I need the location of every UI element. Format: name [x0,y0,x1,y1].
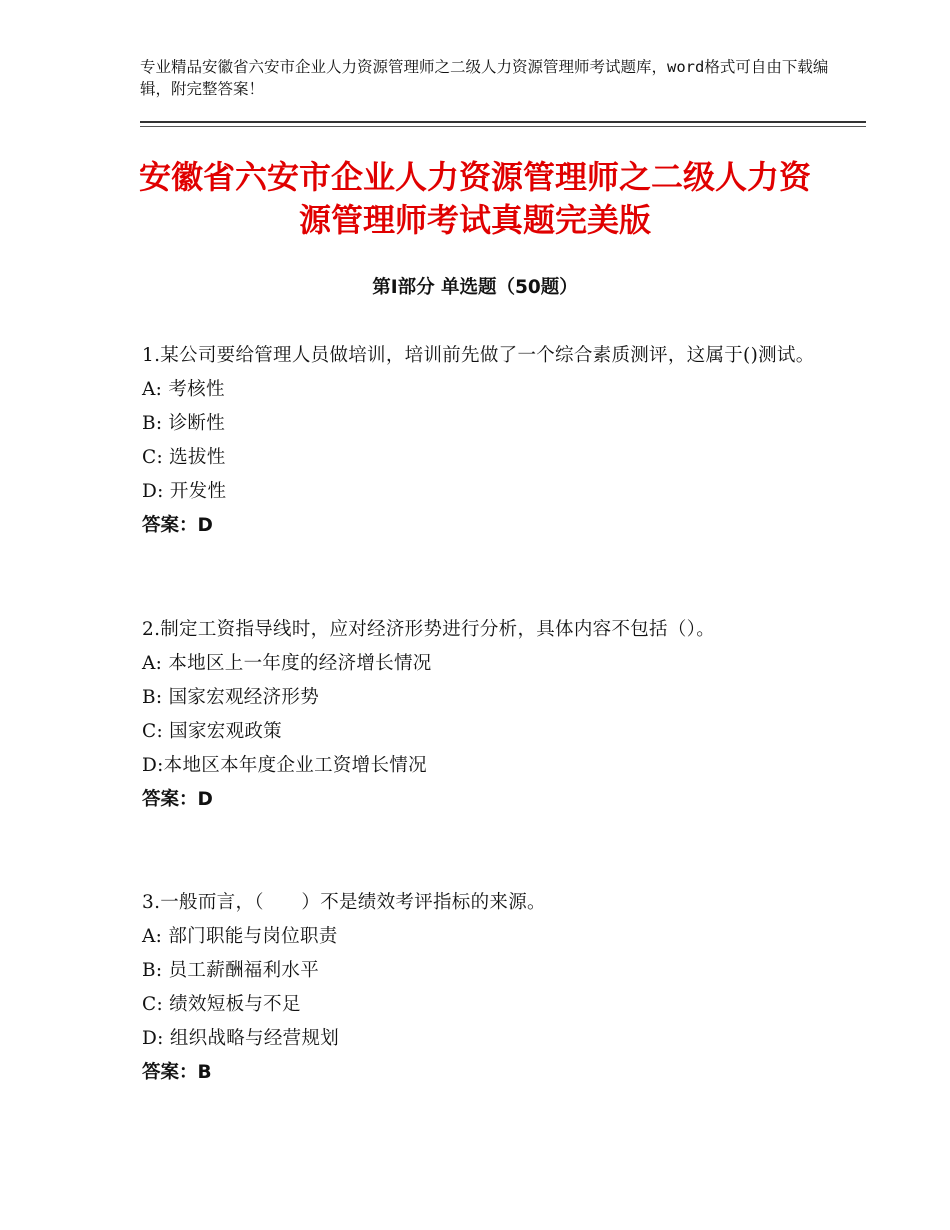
question-stem: 2.制定工资指导线时，应对经济形势进行分析，具体内容不包括（）。 [142,619,716,640]
header-rule-thin [140,126,866,127]
answer: 答案：B [142,1062,212,1083]
question-3 [142,886,822,1090]
question-stem: 1.某公司要给管理人员做培训，培训前先做了一个综合素质测评，这属于()测试。 [142,345,815,366]
option-d: D: 开发性 [142,481,227,502]
header-note: 专业精品安徽省六安市企业人力资源管理师之二级人力资源管理师考试题库，word格式可自由下载编辑，附完整答案！ [140,58,829,98]
option-c: C: 绩效短板与不足 [142,994,301,1015]
option-d: D: 组织战略与经营规划 [142,1028,340,1049]
question-1 [142,339,822,543]
answer: 答案：D [142,515,213,536]
option-b: B: 诊断性 [142,413,226,434]
header-rule-thick [140,121,866,123]
question-stem: 3.一般而言，（ ）不是绩效考评指标的来源。 [142,892,546,913]
option-a: A: 本地区上一年度的经济增长情况 [142,653,432,674]
answer: 答案：D [142,789,213,810]
option-a: A: 考核性 [142,379,225,400]
option-c: C: 选拔性 [142,447,226,468]
option-b: B: 国家宏观经济形势 [142,687,320,708]
option-b: B: 员工薪酬福利水平 [142,960,320,981]
option-a: A: 部门职能与岗位职责 [142,926,338,947]
question-2 [142,613,822,817]
option-c: C: 国家宏观政策 [142,721,282,742]
section-heading: 第Ⅰ部分 单选题（50题） [372,277,578,298]
option-d: D:本地区本年度企业工资增长情况 [142,755,427,776]
document-title: 安徽省六安市企业人力资源管理师之二级人力资源管理师考试真题完美版 [138,158,811,239]
